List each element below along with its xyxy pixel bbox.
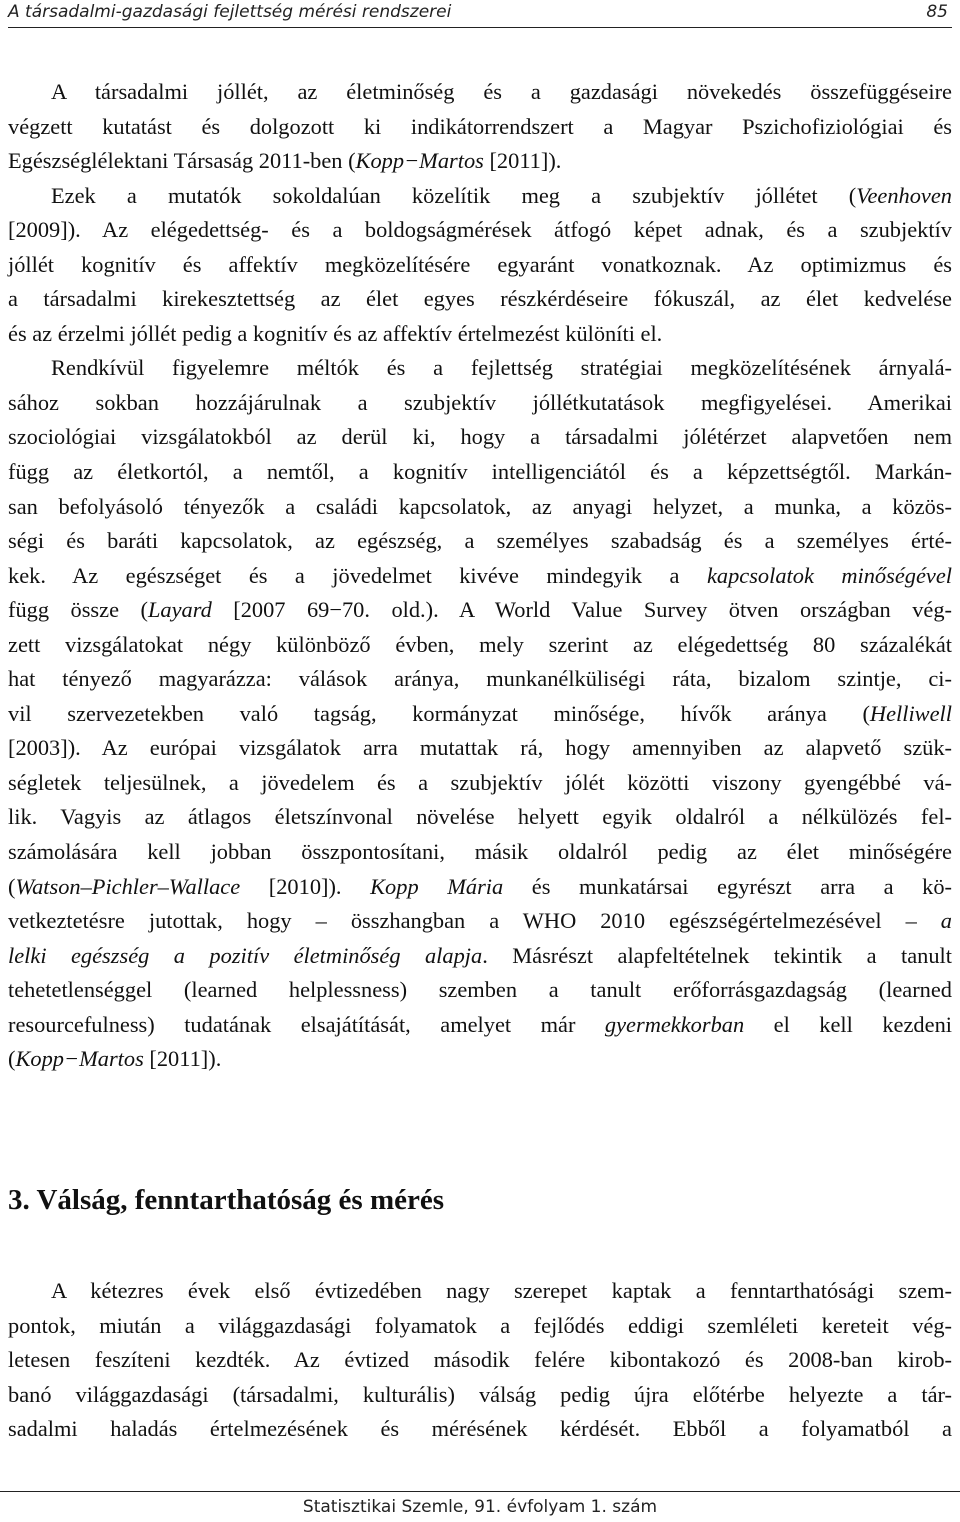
- text-line: [8, 800, 952, 835]
- text-line: [8, 490, 952, 525]
- text-run: zett vizsgálatokat négy különböző évben, mely szerint az elégedettség 80 százalékát: [8, 631, 952, 657]
- text-line: [8, 1042, 952, 1077]
- text-run: jóllét kognitív és affektív megközelítésére egyaránt vonatkoznak. Az optimizmus és: [8, 251, 952, 277]
- section-heading: 3. Válság, fenntarthatóság és mérés: [8, 1184, 445, 1216]
- text-line: [8, 75, 952, 110]
- text-line: [8, 1378, 952, 1413]
- text-run: Ezek a mutatók sokoldalúan közelítik meg a szubjektív jóllétet (: [51, 182, 857, 208]
- text-run: lelki egészség a pozitív életminőség alapja: [8, 942, 483, 968]
- text-line: [8, 351, 952, 386]
- text-run: kapcsolatok minőségével: [706, 562, 952, 588]
- text-run: [2011]).: [483, 148, 562, 174]
- text-run: függ össze (: [8, 597, 148, 623]
- text-run: (: [8, 1046, 16, 1072]
- text-run: ségletek teljesülnek, a jövedelem és a szubjektív jólét közötti viszony gyengébbé vá-: [8, 769, 952, 795]
- text-run: el kell kezdeni: [744, 1011, 952, 1037]
- text-run: végzett kutatást és dolgozott ki indikátorrendszert a Magyar Pszichofiziológiai és: [8, 113, 952, 139]
- text-run: vil szervezetekben való tagság, kormányzat minősége, hívők aránya (: [8, 700, 870, 726]
- text-run: Layard: [147, 597, 212, 623]
- text-line: [8, 282, 952, 317]
- text-run: kek. Az egészséget és a jövedelmet kivéve mindegyik a: [8, 562, 707, 588]
- text-run: letesen feszíteni kezdték. Az évtized második felére kibontakozó és 2008-ban kirob-: [8, 1347, 952, 1373]
- page-number: 85: [926, 2, 948, 22]
- text-run: Kopp Mária: [370, 873, 504, 899]
- text-line: [8, 1309, 952, 1344]
- text-run: sához sokban hozzájárulnak a szubjektív jóllétkutatások megfigyelései. Amerikai: [8, 389, 952, 415]
- text-run: függ az életkortól, a nemtől, a kognitív intelligenciától és a képzettségtől. Markán-: [8, 459, 952, 485]
- text-run: Veenhoven: [856, 182, 952, 208]
- text-line: [8, 1343, 952, 1378]
- text-run: [2003]). Az európai vizsgálatok arra mutattak rá, hogy amennyiben az alapvető szük-: [8, 735, 952, 761]
- text-line: [8, 1412, 952, 1447]
- text-run: [2009]). Az elégedettség- és a boldogságmérések átfogó képet adnak, és a szubjektív: [8, 217, 952, 243]
- text-run: szociológiai vizsgálatokból az derül ki, hogy a társadalmi jólétérzet alapvetően nem: [8, 424, 952, 450]
- text-run: pontok, miután a világgazdasági folyamatok a fejlődés eddigi szemléleti kereteit vég-: [8, 1312, 952, 1338]
- text-run: [2011]).: [143, 1046, 222, 1072]
- text-run: és munkatársai egyrészt arra a kö-: [503, 873, 952, 899]
- text-run: gyermekkorban: [604, 1011, 745, 1037]
- text-line: [8, 939, 952, 974]
- text-run: Helliwell: [869, 700, 952, 726]
- text-line: [8, 248, 952, 283]
- text-line: [8, 628, 952, 663]
- text-line: [8, 1008, 952, 1043]
- text-run: (: [8, 873, 16, 899]
- text-line: [8, 386, 952, 421]
- text-line: [8, 1274, 952, 1309]
- text-run: san befolyásoló tényezők a családi kapcsolatok, az anyagi helyzet, a munka, a közös-: [8, 493, 952, 519]
- text-line: [8, 524, 952, 559]
- text-run: számolására kell jobban összpontosítani, másik oldalról pedig az élet minőségére: [8, 839, 952, 865]
- running-footer: Statisztikai Szemle, 91. évfolyam 1. szám: [0, 1491, 960, 1522]
- text-line: [8, 179, 952, 214]
- running-header: [8, 0, 952, 28]
- body-paragraph-2: [8, 1274, 952, 1447]
- text-run: hat tényező magyarázza: válások aránya, munkanélküliségi ráta, bizalom szintje, ci-: [8, 666, 952, 692]
- text-run: Egészséglélektani Társaság 2011-ben (: [8, 148, 356, 174]
- text-line: [8, 835, 952, 870]
- text-run: A kétezres évek első évtizedében nagy szerepet kaptak a fenntarthatósági szem-: [51, 1278, 952, 1303]
- text-line: [8, 697, 952, 732]
- text-run: Watson–Pichler–Wallace: [15, 873, 241, 899]
- text-line: [8, 213, 952, 248]
- text-line: [8, 766, 952, 801]
- text-run: A társadalmi jóllét, az életminőség és a gazdasági növekedés összefüggéseire: [51, 79, 952, 104]
- text-line: [8, 973, 952, 1008]
- text-line: [8, 317, 952, 352]
- text-run: tehetetlenséggel (learned helplessness) szemben a tanult erőforrásgazdagság (learned: [8, 977, 952, 1003]
- text-run: ségi és baráti kapcsolatok, az egészség, a személyes szabadság és a személyes érté-: [8, 528, 952, 554]
- text-run: sadalmi haladás értelmezésének és mérésének kérdését. Ebből a folyamatból a: [8, 1416, 952, 1442]
- text-run: Kopp−Martos: [355, 148, 484, 174]
- text-line: [8, 593, 952, 628]
- text-line: [8, 420, 952, 455]
- text-line: [8, 904, 952, 939]
- text-run: . Másrészt alapfeltételnek tekintik a tanult: [482, 942, 952, 968]
- text-run: vetkeztetésre jutottak, hogy – összhangban a WHO 2010 egészségértelmezésével –: [8, 908, 941, 934]
- text-line: [8, 731, 952, 766]
- text-line: [8, 870, 952, 905]
- text-run: Kopp−Martos: [15, 1046, 144, 1072]
- text-line: [8, 455, 952, 490]
- body-paragraph-1: [8, 75, 952, 1077]
- text-run: resourcefulness) tudatának elsajátítását, amelyet már: [8, 1011, 605, 1037]
- text-run: banó világgazdasági (társadalmi, kulturális) válság pedig újra előtérbe helyezte a tár-: [8, 1381, 952, 1407]
- text-run: [2007 69−70. old.). A World Value Survey ötven országban vég-: [211, 597, 952, 623]
- text-run: [2010]).: [240, 873, 371, 899]
- text-line: [8, 144, 952, 179]
- text-line: [8, 662, 952, 697]
- text-run: a társadalmi kirekesztettség az élet egyes részkérdéseire fókuszál, az élet kedvelése: [8, 286, 952, 312]
- text-line: [8, 110, 952, 145]
- text-run: és az érzelmi jóllét pedig a kognitív és az affektív értelmezést különíti el.: [8, 320, 663, 346]
- text-run: a: [940, 908, 952, 934]
- text-run: lik. Vagyis az átlagos életszínvonal növelése helyett egyik oldalról a nélkülözés fel-: [8, 804, 952, 830]
- text-line: [8, 559, 952, 594]
- running-header-title: A társadalmi-gazdasági fejlettség mérési rendszerei: [8, 2, 452, 22]
- text-run: Rendkívül figyelemre méltók és a fejlettség stratégiai megközelítésének árnyalá-: [51, 355, 952, 381]
